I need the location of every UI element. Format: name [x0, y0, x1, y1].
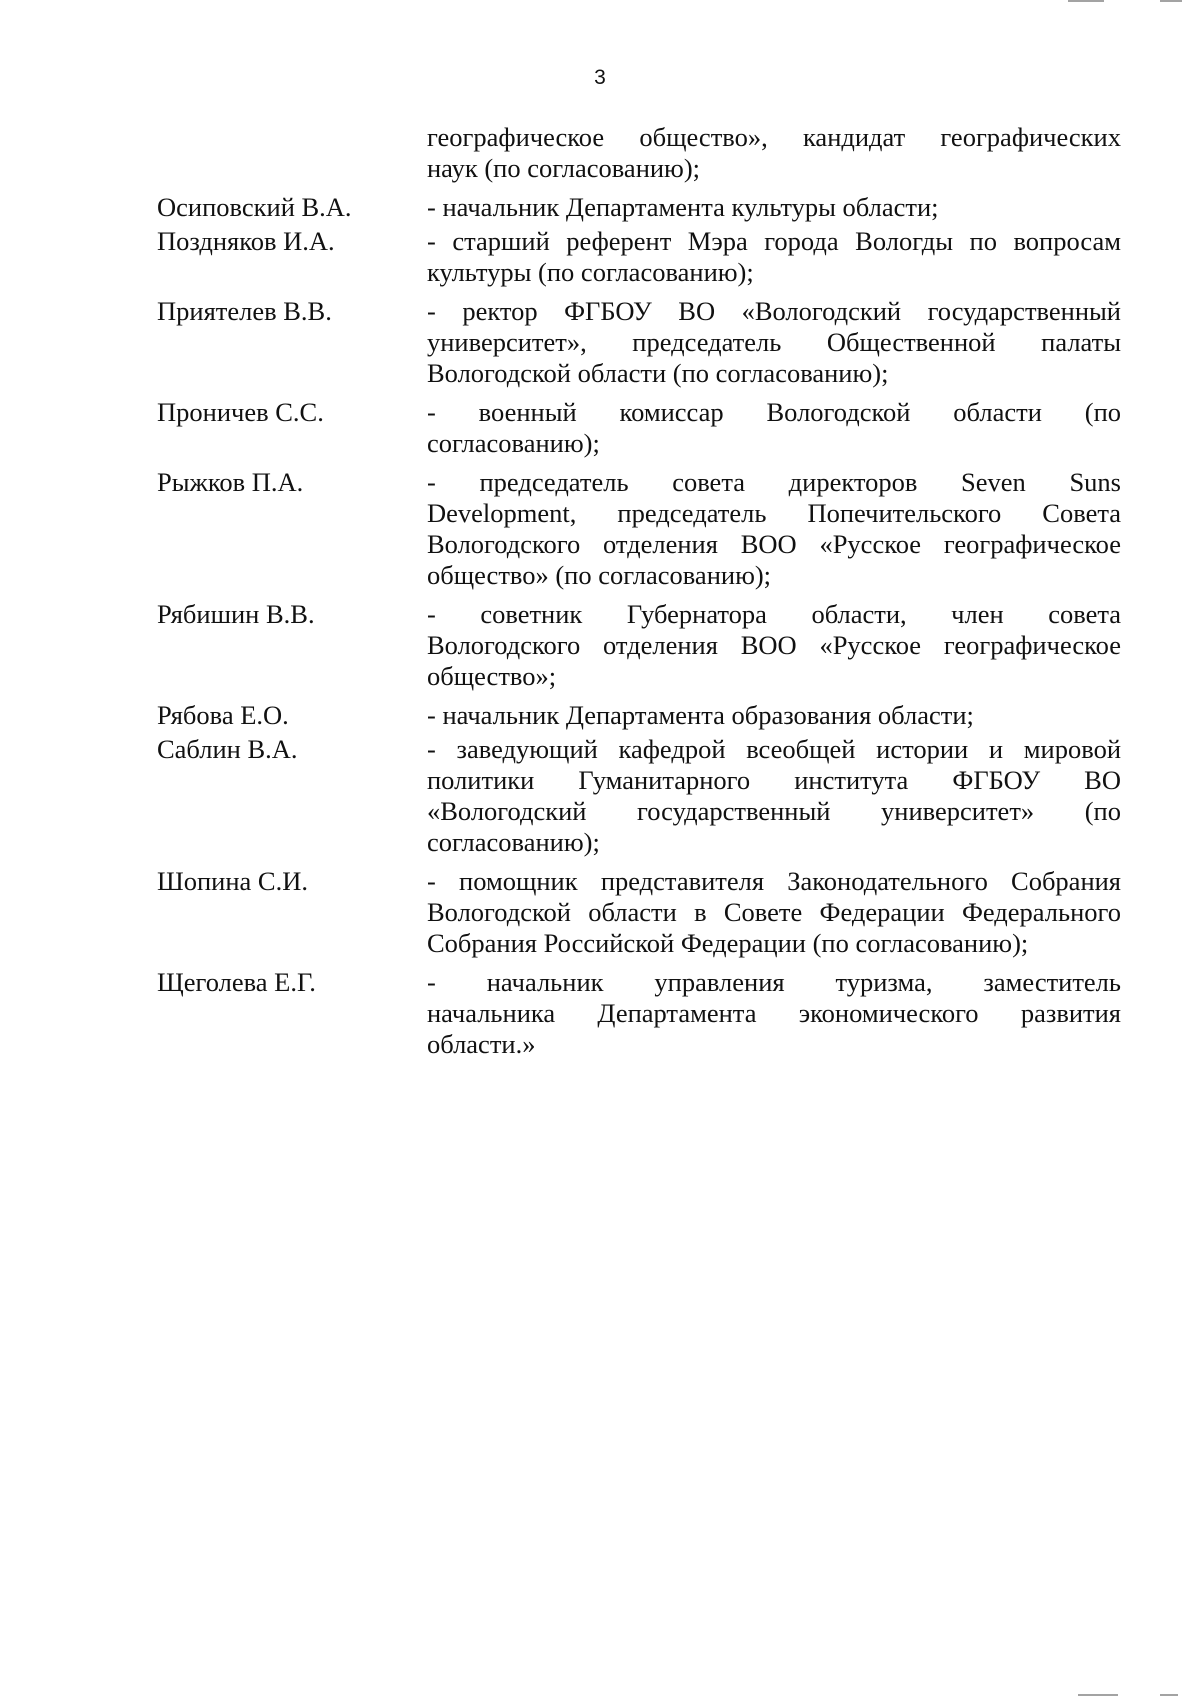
role-line: Вологодской области (по согласованию);: [427, 358, 889, 388]
member-name: Саблин В.А.: [157, 734, 298, 764]
role-line: - советник Губернатора области, член совета: [427, 599, 1121, 629]
role-line: - военный комиссар Вологодской области (по: [427, 397, 1121, 427]
member-role: [427, 734, 1121, 858]
role-line: наук (по согласованию);: [427, 153, 701, 183]
role-line: - старший референт Мэра города Вологды по вопросам: [427, 226, 1121, 256]
role-line: «Вологодский государственный университет» (по: [427, 796, 1121, 826]
role-line: общество»;: [427, 661, 557, 691]
member-role: [427, 226, 1121, 288]
role-line: - начальник Департамента культуры области;: [427, 192, 939, 222]
member-role: [427, 866, 1121, 959]
member-name: Проничев С.С.: [157, 397, 324, 427]
role-line: Вологодского отделения ВОО «Русское географическое: [427, 529, 1121, 559]
member-role: [427, 967, 1121, 1060]
list-item: [157, 296, 1121, 389]
list-item: [157, 397, 1121, 459]
role-line: - начальник управления туризма, заместитель: [427, 967, 1121, 997]
scan-artifact: [1068, 0, 1104, 2]
page-number: 3: [594, 66, 606, 89]
list-item: [157, 866, 1121, 959]
role-line: - заведующий кафедрой всеобщей истории и мировой: [427, 734, 1121, 764]
member-name: Рябишин В.В.: [157, 599, 315, 629]
list-item: [157, 700, 1121, 731]
role-line: - председатель совета директоров Seven Suns: [427, 467, 1121, 497]
member-name: Поздняков И.А.: [157, 226, 335, 256]
role-line: - начальник Департамента образования области;: [427, 700, 974, 730]
member-name: Щеголева Е.Г.: [157, 967, 316, 997]
role-line: согласованию);: [427, 827, 600, 857]
role-line: начальника Департамента экономического развития: [427, 998, 1121, 1028]
member-name: Рябова Е.О.: [157, 700, 289, 730]
role-line: - помощник представителя Законодательного Собрания: [427, 866, 1121, 896]
role-line: культуры (по согласованию);: [427, 257, 754, 287]
role-line: Development, председатель Попечительского Совета: [427, 498, 1121, 528]
list-item: [157, 599, 1121, 692]
scan-artifact: [1160, 1694, 1178, 1696]
member-name: Шопина С.И.: [157, 866, 308, 896]
list-item: [157, 967, 1121, 1060]
list-item: [157, 192, 1121, 223]
role-line: области.»: [427, 1029, 536, 1059]
member-role: [427, 700, 1121, 731]
member-role: [427, 192, 1121, 223]
member-role: [427, 467, 1121, 591]
role-line: политики Гуманитарного института ФГБОУ ВО: [427, 765, 1121, 795]
member-role: [427, 599, 1121, 692]
role-line: Вологодской области в Совете Федерации Федерального: [427, 897, 1121, 927]
scan-artifact: [1160, 0, 1182, 2]
list-item: [157, 122, 1121, 184]
role-line: университет», председатель Общественной палаты: [427, 327, 1121, 357]
role-line: согласованию);: [427, 428, 600, 458]
role-line: географическое общество», кандидат географических: [427, 122, 1121, 152]
member-role: [427, 296, 1121, 389]
member-name: Осиповский В.А.: [157, 192, 352, 222]
scan-artifact: [1078, 1694, 1118, 1696]
member-list: [157, 122, 1121, 1063]
member-role: [427, 122, 1121, 184]
list-item: [157, 226, 1121, 288]
member-role: [427, 397, 1121, 459]
member-name: Приятелев В.В.: [157, 296, 332, 326]
role-line: Собрания Российской Федерации (по согласованию);: [427, 928, 1029, 958]
member-name: Рыжков П.А.: [157, 467, 304, 497]
role-line: - ректор ФГБОУ ВО «Вологодский государственный: [427, 296, 1121, 326]
role-line: общество» (по согласованию);: [427, 560, 772, 590]
list-item: [157, 467, 1121, 591]
role-line: Вологодского отделения ВОО «Русское географическое: [427, 630, 1121, 660]
list-item: [157, 734, 1121, 858]
